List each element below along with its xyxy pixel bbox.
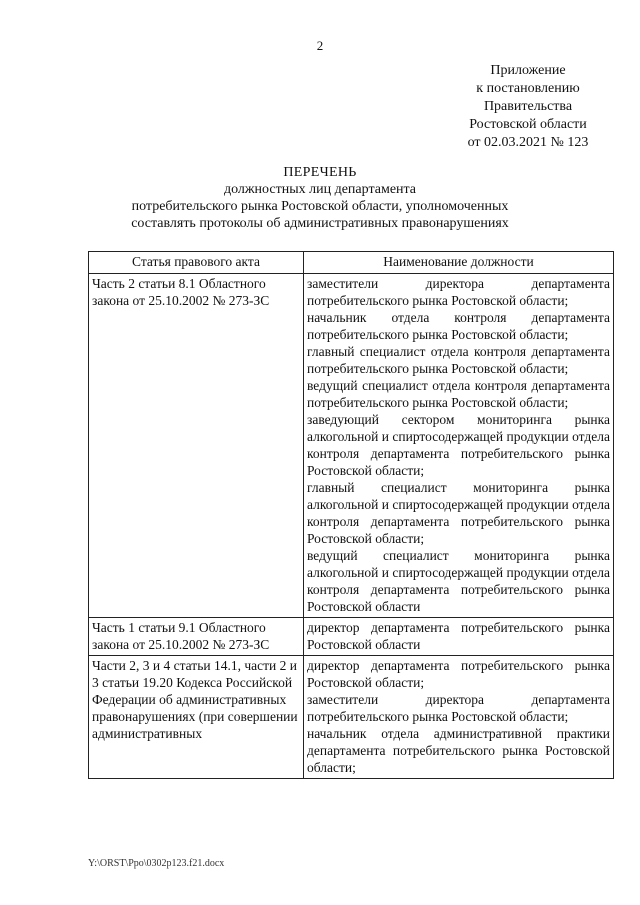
file-path-footer: Y:\ORST\Ppo\0302p123.f21.docx <box>88 858 225 869</box>
position-item: начальник отдела административной практики департамента потребительского рынка Ростовской области; <box>307 726 610 775</box>
position-item: главный специалист мониторинга рынка алкогольной и спиртосодержащей продукции отдела контроля департамента потребительского рынка Ростовской области; <box>307 480 610 546</box>
position-item: директор департамента потребительского рынка Ростовской области; <box>307 658 610 690</box>
appendix-block <box>448 62 608 152</box>
position-item: начальник отдела контроля департамента потребительского рынка Ростовской области; <box>307 310 610 342</box>
positions-cell <box>304 274 614 618</box>
positions-cell <box>304 618 614 656</box>
position-item: заместители директора департамента потребительского рынка Ростовской области; <box>307 692 610 724</box>
officials-table <box>88 251 614 779</box>
table-row <box>89 274 614 618</box>
article-cell: Части 2, 3 и 4 статьи 14.1, части 2 и 3 статьи 19.20 Кодекса Российской Федерации об административных правонарушениях (при совершении административных <box>89 656 304 779</box>
position-item: директор департамента потребительского рынка Ростовской области <box>307 620 610 652</box>
appendix-line: к постановлению <box>476 81 580 96</box>
appendix-line: от 02.03.2021 № 123 <box>467 135 589 150</box>
appendix-line: Правительства <box>483 99 573 114</box>
header-position: Наименование должности <box>304 252 614 274</box>
positions-cell <box>304 656 614 779</box>
appendix-line: Приложение <box>490 63 566 78</box>
document-title <box>0 164 640 232</box>
title-line: должностных лиц департамента <box>223 182 417 197</box>
header-article: Статья правового акта <box>89 252 304 274</box>
appendix-line: Ростовской области <box>469 117 587 132</box>
position-item: заместители директора департамента потребительского рынка Ростовской области; <box>307 276 610 308</box>
article-cell: Часть 1 статьи 9.1 Областного закона от 25.10.2002 № 273-ЗС <box>89 618 304 656</box>
title-line: потребительского рынка Ростовской области, уполномоченных <box>131 199 509 214</box>
position-item: ведущий специалист отдела контроля департамента потребительского рынка Ростовской области; <box>307 378 610 410</box>
table-row <box>89 618 614 656</box>
title-heading: ПЕРЕЧЕНЬ <box>283 165 357 180</box>
position-item: главный специалист отдела контроля департамента потребительского рынка Ростовской области; <box>307 344 610 376</box>
table-header-row <box>89 252 614 274</box>
page-number: 2 <box>316 38 324 53</box>
title-line: составлять протоколы об административных правонарушениях <box>131 216 509 231</box>
table-row <box>89 656 614 779</box>
position-item: заведующий сектором мониторинга рынка алкогольной и спиртосодержащей продукции отдела контроля департамента потребительского рынка Ростовской области; <box>307 412 610 478</box>
article-cell: Часть 2 статьи 8.1 Областного закона от 25.10.2002 № 273-ЗС <box>89 274 304 618</box>
position-item: ведущий специалист мониторинга рынка алкогольной и спиртосодержащей продукции отдела контроля департамента потребительского рынка Ростовской области <box>307 548 610 614</box>
